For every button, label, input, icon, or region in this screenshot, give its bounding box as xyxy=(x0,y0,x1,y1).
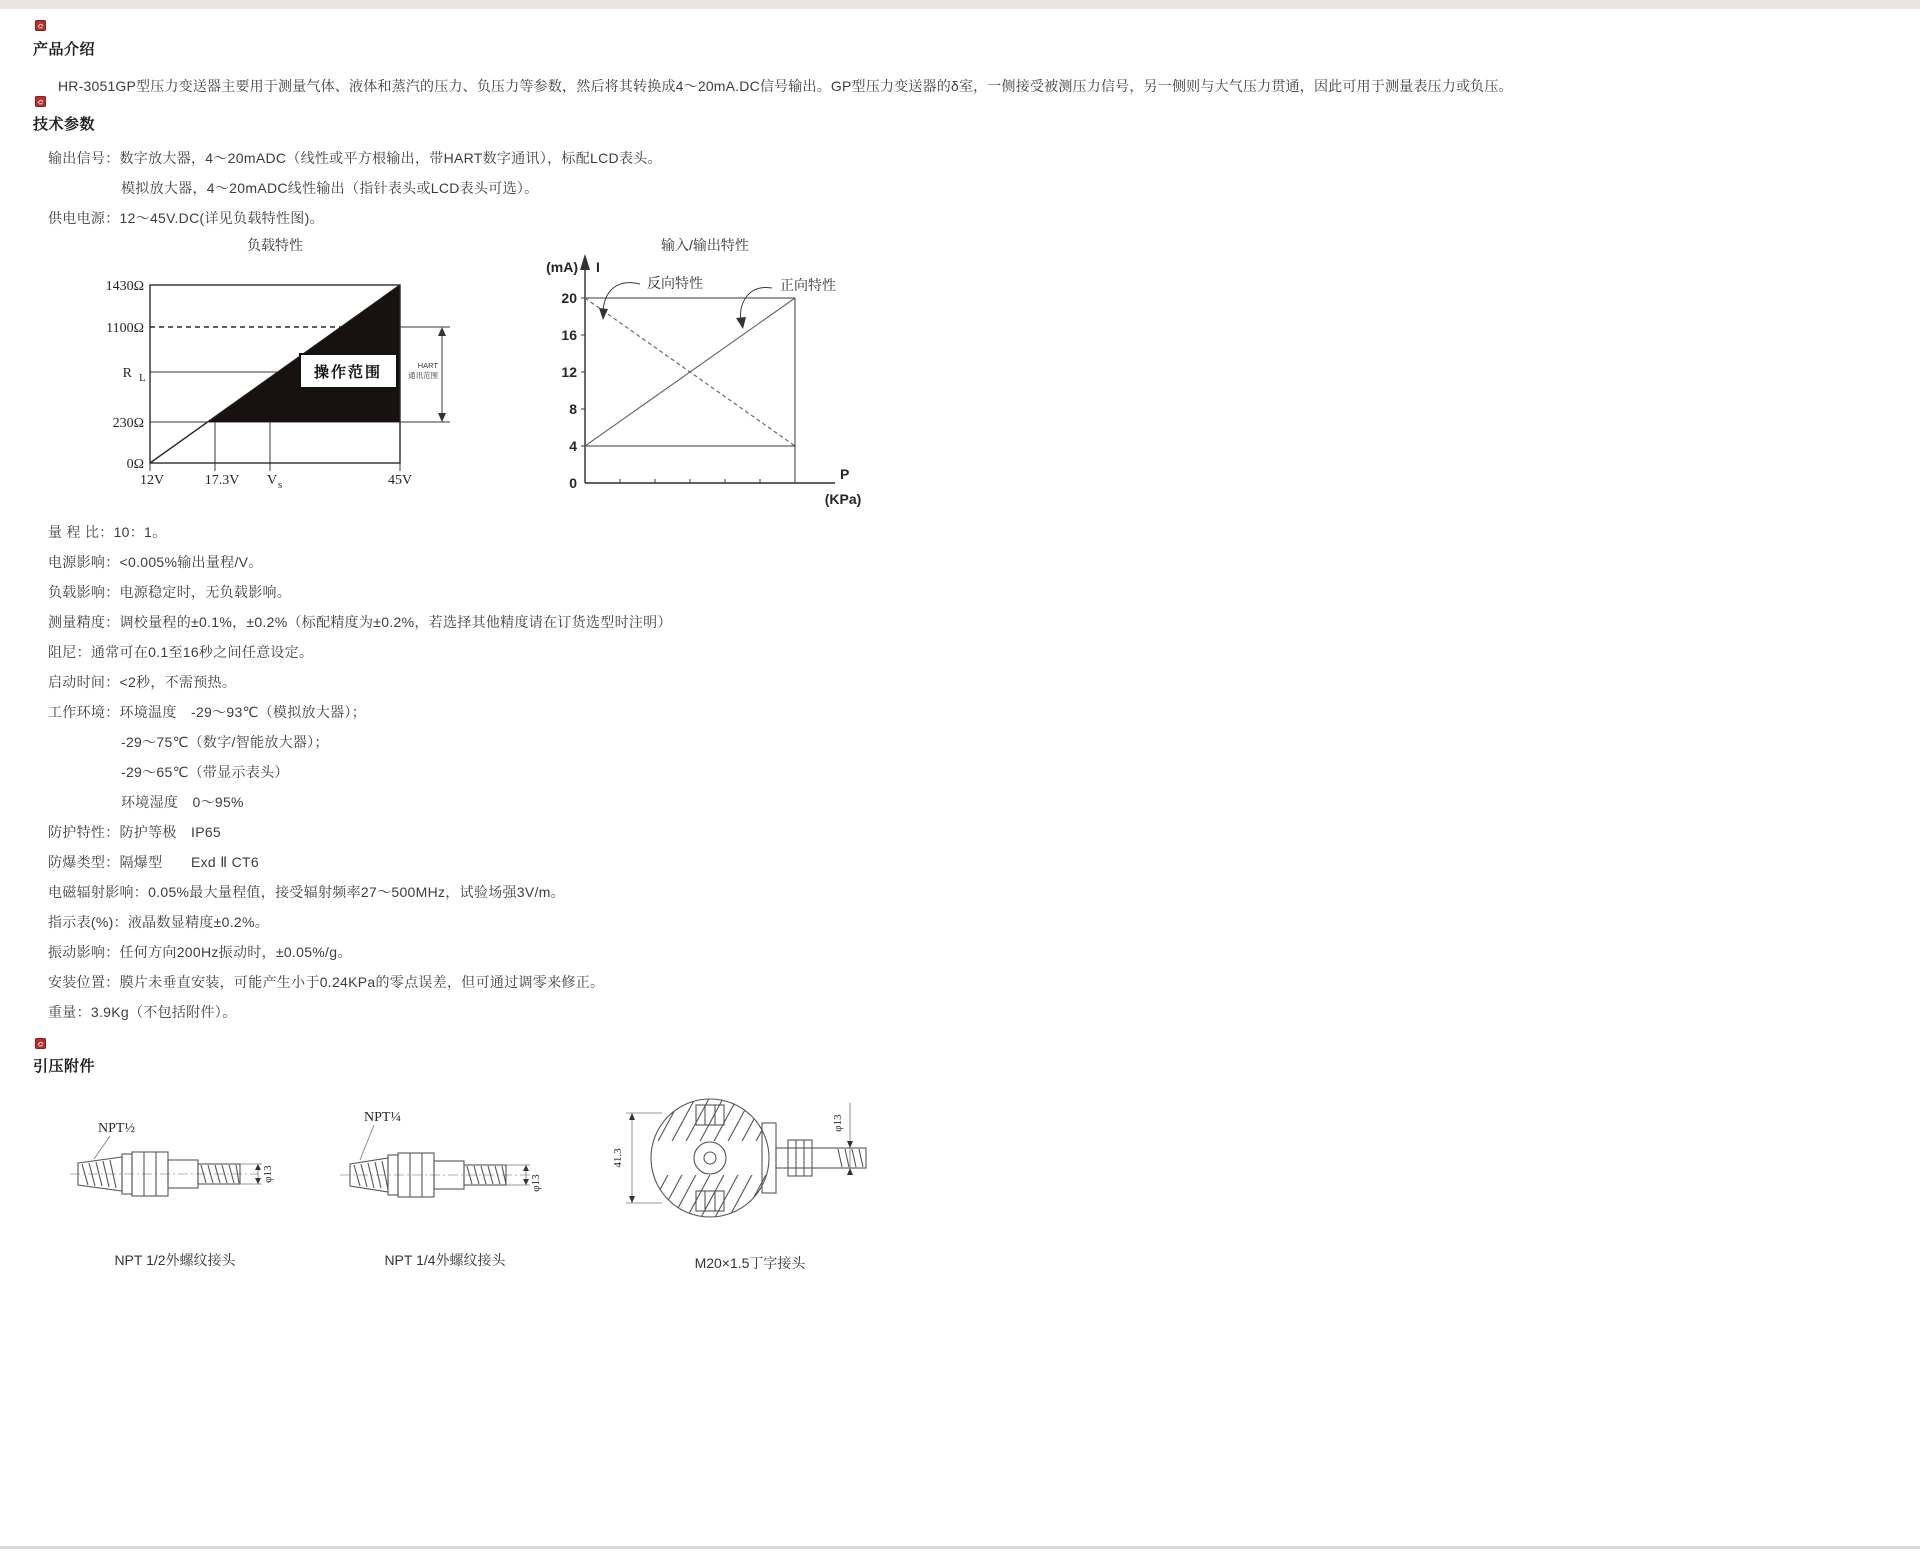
npt-half-fitting-drawing xyxy=(70,1112,280,1247)
spec-line: 安装位置：膜片未垂直安装，可能产生小于0.24KPa的零点误差，但可通过调零来修正。 xyxy=(48,974,605,990)
y-axis-unit: (mA) xyxy=(546,259,578,275)
load-characteristic-chart xyxy=(60,232,530,512)
dim-phi13-label: φ13 xyxy=(832,1114,844,1132)
spec-line: -29～75℃（数字/智能放大器）； xyxy=(121,734,329,750)
spec-line: 指示表(%)：液晶数显精度±0.2%。 xyxy=(48,914,270,930)
reverse-label: 反向特性 xyxy=(647,275,703,291)
tech-line: 供电电源：12～45V.DC(详见负载特性图)。 xyxy=(48,210,324,226)
spec-line: 启动时间：<2秒，不需预热。 xyxy=(48,674,237,690)
spec-line: 防护特性：防护等极 IP65 xyxy=(48,824,221,840)
tech-line: 模拟放大器，4～20mADC线性输出（指针表头或LCD表头可选）。 xyxy=(121,180,539,196)
hart-range-label: 通讯范围 xyxy=(408,371,438,380)
spec-line: 测量精度：调校量程的±0.1%，±0.2%（标配精度为±0.2%，若选择其他精度请在订货选型时注明） xyxy=(48,614,672,630)
io-characteristic-chart xyxy=(530,232,900,512)
hart-range-label: HART xyxy=(417,361,438,370)
y-tick-12: 12 xyxy=(561,364,577,380)
spec-line: 防爆类型：隔爆型 Exd Ⅱ CT6 xyxy=(48,854,259,870)
page-bottom-strip xyxy=(0,1546,1920,1549)
spec-line: 工作环境：环境温度 -29～93℃（模拟放大器）； xyxy=(48,704,367,720)
spec-line: -29～65℃（带显示表头） xyxy=(121,764,289,780)
x-axis-unit: (KPa) xyxy=(824,491,862,507)
y-tick-0: 0 xyxy=(569,475,577,491)
m20-t-connector-drawing xyxy=(610,1063,910,1258)
spec-line: 重量：3.9Kg（不包括附件）。 xyxy=(48,1004,237,1020)
x-tick-vs-sub: s xyxy=(278,479,283,491)
intro-heading: 产品介绍 xyxy=(33,41,96,58)
y-tick-1100: 1100Ω xyxy=(106,321,144,336)
accessories-heading: 引压附件 xyxy=(33,1058,96,1075)
fitting-caption: M20×1.5丁字接头 xyxy=(694,1255,806,1271)
x-tick-17v: 17.3V xyxy=(204,473,240,488)
spec-line: 环境湿度 0～95% xyxy=(121,794,244,810)
y-tick-20: 20 xyxy=(561,290,577,306)
io-chart-title: 输入/输出特性 xyxy=(661,237,749,253)
page-top-strip xyxy=(0,0,1920,9)
spec-line: 负载影响：电源稳定时，无负载影响。 xyxy=(48,584,292,600)
fitting-caption: NPT 1/4外螺纹接头 xyxy=(384,1252,506,1268)
section-bullet-icon xyxy=(35,20,46,31)
y-tick-8: 8 xyxy=(569,401,577,417)
y-tick-16: 16 xyxy=(561,327,577,343)
tech-line: 输出信号：数字放大器，4～20mADC（线性或平方根输出，带HART数字通讯），标配LCD表头。 xyxy=(48,150,662,166)
operating-range-label: 操作范围 xyxy=(313,364,383,381)
dim-41-label: 41.3 xyxy=(612,1148,624,1168)
y-tick-rl: R xyxy=(122,366,132,381)
y-tick-rl-sub: L xyxy=(139,372,146,384)
x-axis-symbol: P xyxy=(840,466,850,482)
y-tick-4: 4 xyxy=(569,438,577,454)
x-tick-12v: 12V xyxy=(139,473,165,488)
y-axis-symbol: I xyxy=(596,259,600,275)
spec-line: 电磁辐射影响：0.05%最大量程值，接受辐射频率27～500MHz，试验场强3V/m。 xyxy=(48,884,565,900)
dim-phi13-label: φ13 xyxy=(530,1174,542,1192)
y-tick-230: 230Ω xyxy=(112,416,144,431)
load-chart-title: 负载特性 xyxy=(247,237,303,253)
section-bullet-icon xyxy=(35,1038,46,1049)
dim-phi13-label: φ13 xyxy=(262,1165,274,1183)
x-tick-vs: V xyxy=(266,473,278,488)
npt-quarter-fitting-drawing xyxy=(340,1105,555,1250)
section-bullet-icon xyxy=(35,96,46,107)
spec-line: 电源影响：<0.005%输出量程/V。 xyxy=(48,554,263,570)
fitting-caption: NPT 1/2外螺纹接头 xyxy=(114,1252,236,1268)
spec-line: 振动影响：任何方向200Hz振动时，±0.05%/g。 xyxy=(48,944,352,960)
forward-label: 正向特性 xyxy=(780,277,836,293)
thread-size-label: NPT½ xyxy=(98,1121,135,1136)
y-tick-1430: 1430Ω xyxy=(105,279,144,294)
intro-paragraph: HR-3051GP型压力变送器主要用于测量气体、液体和蒸汽的压力、负压力等参数，然后将其转换成4～20mA.DC信号输出。GP型压力变送器的δ室，一侧接受被测压力信号，另一侧则与大气压力贯通，因此可用于测量表压力或负压。 xyxy=(58,78,1513,94)
spec-line: 量 程 比：10：1。 xyxy=(48,524,167,540)
spec-line: 阻尼：通常可在0.1至16秒之间任意设定。 xyxy=(48,644,314,660)
tech-heading: 技术参数 xyxy=(33,116,96,133)
y-tick-0: 0Ω xyxy=(126,457,144,472)
thread-size-label: NPT¼ xyxy=(364,1110,401,1125)
x-tick-45v: 45V xyxy=(387,473,413,488)
